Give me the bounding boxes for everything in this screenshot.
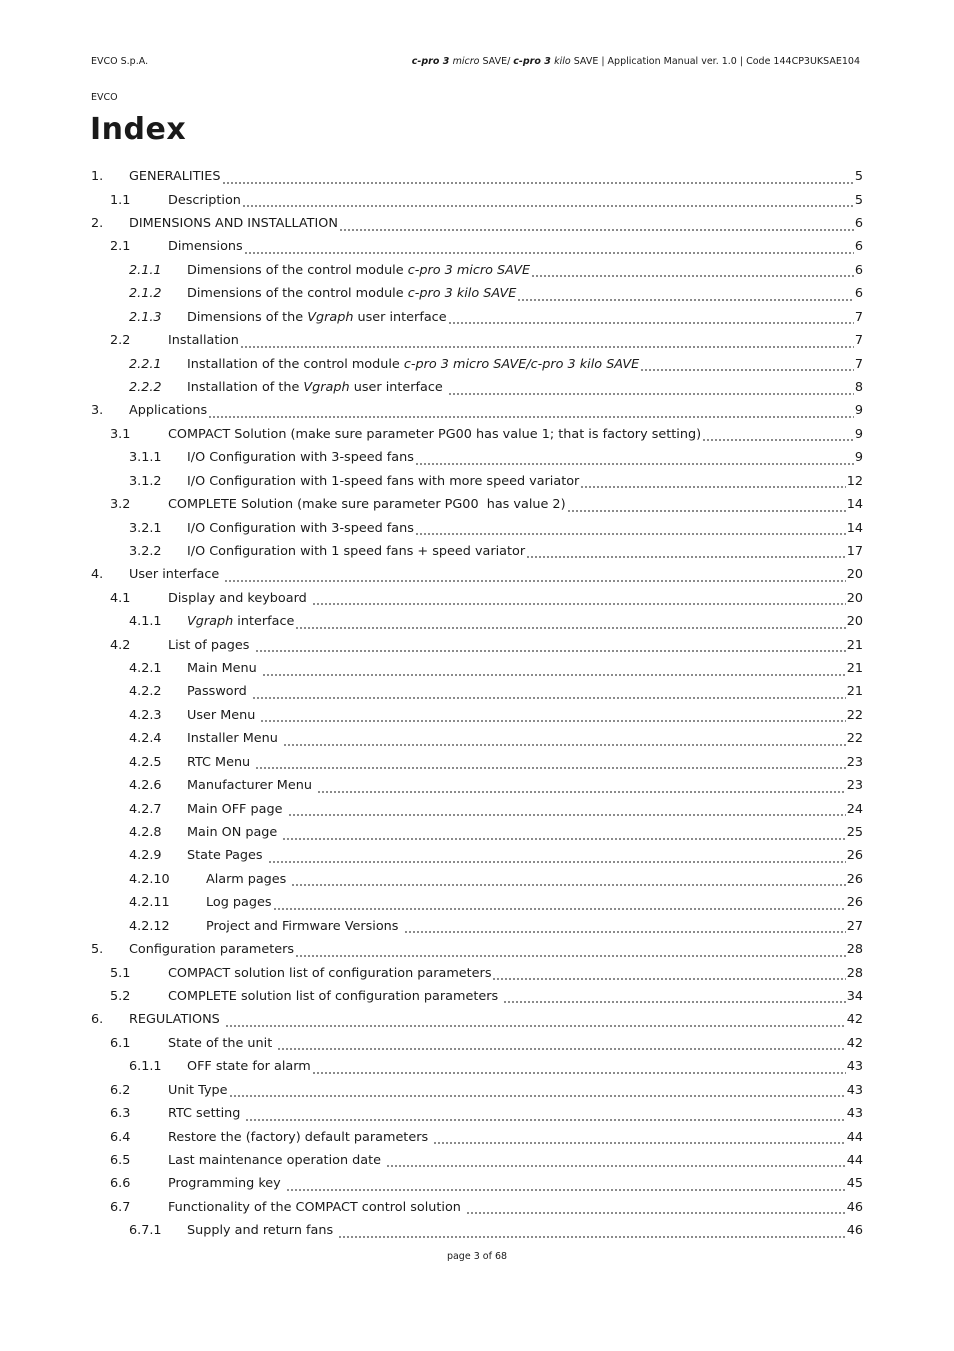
toc-entry-number: 3.2.2 — [129, 543, 162, 559]
toc-entry-title — [168, 333, 239, 348]
toc-title-part: Vgraph — [187, 614, 234, 630]
toc-entry-title — [187, 778, 316, 793]
toc-page-number: 20 — [846, 567, 863, 583]
toc-entry-number: 4.2.11 — [129, 895, 170, 911]
toc-entry[interactable] — [91, 1102, 863, 1125]
toc-page-number: 27 — [846, 918, 863, 934]
toc-page-number: 28 — [846, 942, 863, 958]
toc-entry-number: 6.1.1 — [129, 1059, 162, 1075]
toc-entry[interactable] — [91, 938, 863, 961]
toc-leader-dots — [517, 287, 854, 301]
toc-entry-title — [187, 684, 251, 699]
table-of-contents — [91, 165, 863, 1242]
toc-page-number: 14 — [846, 497, 863, 513]
toc-title-part: Main OFF page — [187, 801, 287, 817]
toc-entry-number: 5.2 — [110, 988, 131, 1004]
toc-entry-number: 4.2.2 — [129, 684, 162, 700]
toc-page-number: 5 — [854, 169, 863, 185]
toc-page-number: 22 — [846, 731, 863, 747]
toc-entry-title — [129, 1012, 224, 1027]
toc-leader-dots — [208, 404, 854, 418]
toc-title-part: OFF state for alarm — [187, 1059, 311, 1075]
toc-entry-number: 4.2.12 — [129, 918, 170, 934]
toc-title-part: interface — [233, 614, 295, 630]
toc-page-number: 34 — [846, 988, 863, 1004]
toc-entry-title — [168, 1083, 228, 1098]
toc-page-number: 42 — [846, 1012, 863, 1028]
toc-page-number: 26 — [846, 895, 863, 911]
toc-entry-title — [187, 380, 447, 395]
toc-entry-title — [187, 661, 261, 676]
toc-title-part: Main ON page — [187, 825, 282, 841]
header-company: EVCO S.p.A. — [91, 56, 149, 67]
toc-title-part: Installer Menu — [187, 731, 282, 747]
toc-title-part: Dimensions of the control module — [187, 262, 408, 278]
toc-title-part: I/O Configuration with 1-speed fans with more speed variator — [187, 473, 580, 489]
toc-title-part: Dimensions — [168, 239, 243, 255]
header-text-part: SAVE/ — [479, 56, 514, 67]
toc-entry[interactable] — [91, 165, 863, 188]
toc-title-part: Last maintenance operation date — [168, 1152, 386, 1168]
toc-page-number: 8 — [854, 380, 863, 395]
toc-entry-title — [187, 474, 579, 489]
toc-leader-dots — [317, 779, 846, 793]
toc-page-number: 44 — [846, 1129, 863, 1145]
toc-title-part: Applications — [129, 403, 208, 419]
toc-entry-title — [129, 169, 221, 184]
toc-entry-title — [168, 638, 254, 653]
toc-title-part: Configuration parameters — [129, 942, 295, 958]
toc-page-number: 9 — [854, 403, 863, 419]
toc-title-part: Log pages — [206, 895, 272, 911]
toc-entry[interactable] — [91, 587, 863, 610]
toc-entry-title — [187, 263, 530, 278]
toc-entry[interactable] — [91, 329, 863, 352]
toc-page-number: 24 — [846, 801, 863, 817]
toc-page-number: 5 — [854, 192, 863, 208]
toc-leader-dots — [580, 474, 845, 488]
toc-leader-dots — [260, 708, 845, 722]
toc-page-number: 6 — [854, 286, 863, 302]
toc-entry[interactable] — [91, 1196, 863, 1219]
toc-page-number: 43 — [846, 1082, 863, 1098]
toc-entry[interactable] — [91, 399, 863, 422]
toc-entry-title — [187, 357, 639, 372]
toc-entry-title — [187, 848, 267, 863]
toc-leader-dots — [222, 170, 854, 184]
toc-entry[interactable] — [91, 493, 863, 516]
toc-leader-dots — [526, 544, 846, 558]
toc-leader-dots — [702, 427, 854, 441]
toc-page-number: 26 — [846, 871, 863, 887]
toc-title-part: Dimensions of the — [187, 309, 308, 325]
toc-title-part: user interface — [353, 309, 447, 325]
toc-entry-title — [168, 193, 241, 208]
toc-title-part: GENERALITIES — [129, 169, 221, 185]
toc-title-part: Restore the (factory) default parameters — [168, 1129, 433, 1145]
toc-page-number: 12 — [846, 473, 863, 489]
toc-page-number: 23 — [846, 778, 863, 794]
toc-title-part: Project and Firmware Versions — [206, 918, 403, 934]
toc-entry-title — [168, 427, 701, 442]
toc-entry-number: 3.2 — [110, 497, 131, 513]
header-text-part: c-pro 3 — [411, 56, 453, 67]
toc-leader-dots — [277, 1036, 845, 1050]
toc-entry-title — [168, 1153, 385, 1168]
toc-entry[interactable] — [91, 610, 863, 633]
toc-entry-number: 4.2.10 — [129, 871, 170, 887]
toc-entry-number: 4.2.1 — [129, 661, 162, 677]
toc-title-part: Vgraph — [307, 309, 354, 325]
toc-entry-title — [168, 1200, 465, 1215]
toc-title-part: Password — [187, 684, 251, 700]
toc-page-number: 22 — [846, 707, 863, 723]
toc-entry-number: 6.7 — [110, 1199, 131, 1215]
toc-leader-dots — [448, 381, 854, 395]
toc-page-number: 21 — [846, 684, 863, 700]
toc-entry-number: 3.2.1 — [129, 520, 162, 536]
toc-entry[interactable] — [91, 259, 863, 282]
toc-page-number: 9 — [854, 426, 863, 442]
toc-page-number: 9 — [854, 450, 863, 466]
toc-entry[interactable] — [91, 352, 863, 375]
toc-leader-dots — [312, 1060, 846, 1074]
toc-entry-title — [129, 567, 223, 582]
toc-entry-title — [129, 942, 294, 957]
toc-leader-dots — [255, 638, 846, 652]
toc-title-part: COMPLETE Solution (make sure parameter PG00 has value 2) — [168, 497, 566, 513]
toc-title-part: DIMENSIONS AND INSTALLATION — [129, 216, 338, 232]
toc-entry-title — [187, 731, 282, 746]
toc-leader-dots — [503, 989, 845, 1003]
toc-entry-number: 2.1.3 — [129, 309, 162, 325]
toc-title-part: Installation — [168, 333, 239, 349]
toc-entry[interactable] — [91, 915, 863, 938]
toc-entry-title — [168, 239, 243, 254]
toc-page-number: 23 — [846, 754, 863, 770]
toc-leader-dots — [404, 919, 846, 933]
toc-entry[interactable] — [91, 844, 863, 867]
toc-page-number: 6 — [854, 239, 863, 255]
toc-entry-title — [187, 614, 294, 629]
toc-entry-number: 4.2.7 — [129, 801, 162, 817]
toc-entry-number: 1. — [91, 169, 104, 185]
toc-entry-number: 4.1.1 — [129, 614, 162, 630]
toc-title-part: Main Menu — [187, 661, 261, 677]
toc-title-part: Alarm pages — [206, 871, 291, 887]
toc-leader-dots — [283, 732, 846, 746]
toc-entry[interactable] — [91, 540, 863, 563]
toc-entry[interactable] — [91, 985, 863, 1008]
toc-entry[interactable] — [91, 891, 863, 914]
toc-entry-number: 4.2.6 — [129, 778, 162, 794]
toc-entry-number: 2. — [91, 216, 104, 232]
toc-entry-title — [206, 919, 403, 934]
toc-entry-number: 2.2.2 — [129, 380, 162, 395]
toc-entry-number: 4. — [91, 567, 104, 583]
toc-entry[interactable] — [91, 1032, 863, 1055]
toc-title-part: User interface — [129, 567, 224, 583]
toc-title-part: I/O Configuration with 3-speed fans — [187, 450, 414, 466]
toc-entry-number: 6.7.1 — [129, 1223, 162, 1239]
toc-title-part: c-pro 3 micro SAVE — [407, 262, 531, 278]
toc-entry[interactable] — [91, 961, 863, 984]
toc-leader-dots — [268, 849, 846, 863]
toc-title-part: Dimensions of the control module — [187, 286, 408, 302]
page-header — [91, 56, 860, 70]
header-text-part: micro — [452, 56, 480, 67]
toc-entry-number: 4.2.9 — [129, 848, 162, 864]
toc-entry[interactable] — [91, 306, 863, 329]
toc-entry[interactable] — [91, 282, 863, 305]
toc-leader-dots — [295, 943, 846, 957]
toc-page-number: 28 — [846, 965, 863, 981]
toc-title-part: Display and keyboard — [168, 590, 311, 606]
toc-leader-dots — [415, 521, 846, 535]
toc-title-part: Supply and return fans — [187, 1223, 338, 1239]
toc-entry-number: 2.2.1 — [129, 356, 162, 372]
toc-entry-number: 3.1 — [110, 426, 131, 442]
toc-entry-number: 5.1 — [110, 965, 131, 981]
toc-entry-title — [187, 802, 287, 817]
toc-entry-number: 4.2.8 — [129, 825, 162, 841]
page-footer: page 3 of 68 — [446, 1251, 508, 1262]
toc-entry[interactable] — [91, 376, 863, 399]
toc-leader-dots — [386, 1153, 846, 1167]
toc-entry-title — [187, 544, 525, 559]
toc-title-part: Vgraph — [303, 380, 350, 395]
toc-leader-dots — [244, 240, 854, 254]
toc-entry[interactable] — [91, 868, 863, 891]
toc-title-part: Programming key — [168, 1176, 285, 1192]
toc-title-part: RTC Menu — [187, 754, 255, 770]
toc-entry-title — [187, 310, 447, 325]
toc-entry-number: 6.1 — [110, 1035, 131, 1051]
toc-leader-dots — [273, 896, 846, 910]
toc-entry-number: 6.6 — [110, 1176, 131, 1192]
toc-page-number: 7 — [854, 333, 863, 349]
toc-entry-title — [187, 708, 259, 723]
brand-label: EVCO — [91, 92, 118, 103]
toc-entry-title — [168, 1036, 276, 1051]
toc-entry-number: 6.5 — [110, 1152, 131, 1168]
toc-entry-number: 4.1 — [110, 590, 131, 606]
toc-leader-dots — [531, 263, 854, 277]
toc-page-number: 44 — [846, 1152, 863, 1168]
toc-leader-dots — [262, 662, 846, 676]
toc-entry-number: 4.2 — [110, 637, 131, 653]
toc-entry[interactable] — [91, 446, 863, 469]
toc-title-part: COMPACT Solution (make sure parameter PG00 has value 1; that is factory setting) — [168, 426, 702, 442]
toc-entry[interactable] — [91, 235, 863, 258]
toc-page-number: 42 — [846, 1035, 863, 1051]
toc-entry[interactable] — [91, 1055, 863, 1078]
toc-leader-dots — [245, 1107, 845, 1121]
toc-leader-dots — [415, 451, 854, 465]
toc-entry-title — [187, 521, 414, 536]
toc-leader-dots — [286, 1177, 846, 1191]
toc-leader-dots — [640, 357, 854, 371]
toc-title-part: Functionality of the COMPACT control solution — [168, 1199, 465, 1215]
toc-title-part: Description — [168, 192, 241, 208]
toc-entry[interactable] — [91, 1172, 863, 1195]
toc-entry-number: 2.1.1 — [129, 262, 162, 278]
toc-entry-title — [168, 1176, 285, 1191]
toc-title-part: Manufacturer Menu — [187, 778, 316, 794]
toc-leader-dots — [224, 568, 845, 582]
page-title: Index — [90, 112, 187, 147]
toc-entry-title — [206, 895, 272, 910]
toc-title-part: User Menu — [187, 707, 260, 723]
toc-entry-title — [168, 497, 566, 512]
toc-title-part: user interface — [349, 380, 447, 395]
toc-page-number: 20 — [846, 590, 863, 606]
toc-page-number: 6 — [854, 262, 863, 278]
toc-title-part: Installation of the control module — [187, 356, 404, 372]
toc-leader-dots — [288, 802, 846, 816]
toc-entry[interactable] — [91, 1125, 863, 1148]
toc-title-part: Installation of the — [187, 380, 304, 395]
toc-entry-number: 2.1.2 — [129, 286, 162, 302]
toc-page-number: 46 — [846, 1199, 863, 1215]
toc-leader-dots — [466, 1200, 846, 1214]
toc-entry[interactable] — [91, 704, 863, 727]
toc-entry[interactable] — [91, 516, 863, 539]
toc-entry-number: 6.2 — [110, 1082, 131, 1098]
toc-entry-title — [168, 591, 311, 606]
toc-entry[interactable] — [91, 469, 863, 492]
toc-entry[interactable] — [91, 563, 863, 586]
toc-entry[interactable] — [91, 212, 863, 235]
toc-entry[interactable] — [91, 1219, 863, 1242]
toc-leader-dots — [242, 193, 854, 207]
toc-leader-dots — [312, 591, 846, 605]
header-text-part: SAVE | Application Manual ver. 1.0 | Code 144CP3UKSAE104 — [570, 56, 860, 67]
toc-page-number: 20 — [846, 614, 863, 630]
toc-title-part: I/O Configuration with 3-speed fans — [187, 520, 414, 536]
toc-entry[interactable] — [91, 1078, 863, 1101]
toc-entry[interactable] — [91, 774, 863, 797]
toc-entry-number: 5. — [91, 942, 104, 958]
toc-entry[interactable] — [91, 1149, 863, 1172]
toc-entry-number: 6. — [91, 1012, 104, 1028]
toc-page-number: 43 — [846, 1059, 863, 1075]
toc-page-number: 7 — [854, 309, 863, 325]
toc-page-number: 14 — [846, 520, 863, 536]
toc-entry-title — [168, 966, 491, 981]
toc-entry-number: 3.1.1 — [129, 450, 162, 466]
toc-leader-dots — [339, 217, 854, 231]
toc-entry[interactable] — [91, 821, 863, 844]
toc-entry[interactable] — [91, 657, 863, 680]
toc-page-number: 21 — [846, 637, 863, 653]
toc-entry[interactable] — [91, 1008, 863, 1031]
toc-leader-dots — [338, 1224, 845, 1238]
toc-title-part: c-pro 3 kilo SAVE — [407, 286, 517, 302]
toc-entry-title — [168, 1106, 244, 1121]
toc-entry-number: 6.4 — [110, 1129, 131, 1145]
toc-entry-title — [206, 872, 290, 887]
header-text-part: kilo — [554, 56, 571, 67]
toc-title-part: RTC setting — [168, 1106, 245, 1122]
toc-leader-dots — [282, 826, 845, 840]
toc-entry[interactable] — [91, 727, 863, 750]
toc-entry-title — [187, 450, 414, 465]
header-text-part: c-pro 3 — [513, 56, 555, 67]
toc-leader-dots — [492, 966, 845, 980]
toc-leader-dots — [240, 334, 854, 348]
toc-title-part: c-pro 3 micro SAVE/c-pro 3 kilo SAVE — [403, 356, 640, 372]
toc-entry[interactable] — [91, 680, 863, 703]
toc-entry-title — [168, 989, 502, 1004]
toc-title-part: COMPACT solution list of configuration parameters — [168, 965, 492, 981]
toc-entry[interactable] — [91, 423, 863, 446]
toc-page-number: 17 — [846, 543, 863, 559]
toc-page-number: 7 — [854, 356, 863, 372]
toc-entry-title — [187, 755, 254, 770]
toc-entry-number: 4.2.4 — [129, 731, 162, 747]
toc-entry-number: 2.2 — [110, 333, 131, 349]
toc-leader-dots — [229, 1083, 846, 1097]
toc-leader-dots — [225, 1013, 846, 1027]
toc-leader-dots — [295, 615, 845, 629]
toc-page-number: 43 — [846, 1106, 863, 1122]
toc-leader-dots — [252, 685, 846, 699]
toc-entry-title — [168, 1130, 432, 1145]
toc-entry-number: 4.2.5 — [129, 754, 162, 770]
toc-entry[interactable] — [91, 633, 863, 656]
toc-title-part: Unit Type — [168, 1082, 228, 1098]
toc-page-number: 45 — [846, 1176, 863, 1192]
toc-entry-number: 4.2.3 — [129, 707, 162, 723]
toc-entry-title — [129, 403, 207, 418]
toc-entry[interactable] — [91, 188, 863, 211]
toc-entry-number: 1.1 — [110, 192, 131, 208]
toc-page-number: 21 — [846, 661, 863, 677]
toc-page-number: 26 — [846, 848, 863, 864]
toc-entry[interactable] — [91, 797, 863, 820]
toc-leader-dots — [291, 872, 845, 886]
toc-title-part: COMPLETE solution list of configuration parameters — [168, 988, 503, 1004]
toc-entry-title — [187, 286, 516, 301]
toc-entry[interactable] — [91, 751, 863, 774]
toc-leader-dots — [255, 755, 845, 769]
toc-title-part: State Pages — [187, 848, 267, 864]
toc-entry-number: 3. — [91, 403, 104, 419]
toc-title-part: REGULATIONS — [129, 1012, 224, 1028]
toc-leader-dots — [448, 310, 854, 324]
toc-title-part: I/O Configuration with 1 speed fans + speed variator — [187, 543, 526, 559]
toc-page-number: 25 — [846, 825, 863, 841]
toc-entry-title — [187, 1059, 311, 1074]
toc-leader-dots — [567, 498, 846, 512]
toc-entry-title — [187, 825, 281, 840]
toc-entry-number: 6.3 — [110, 1106, 131, 1122]
toc-entry-number: 3.1.2 — [129, 473, 162, 489]
toc-page-number: 46 — [846, 1223, 863, 1239]
toc-entry-number: 2.1 — [110, 239, 131, 255]
toc-title-part: List of pages — [168, 637, 254, 653]
toc-entry-title — [129, 216, 338, 231]
toc-leader-dots — [433, 1130, 846, 1144]
header-doc-info — [412, 56, 860, 67]
toc-entry-title — [187, 1223, 337, 1238]
toc-title-part: State of the unit — [168, 1035, 277, 1051]
toc-page-number: 6 — [854, 216, 863, 232]
